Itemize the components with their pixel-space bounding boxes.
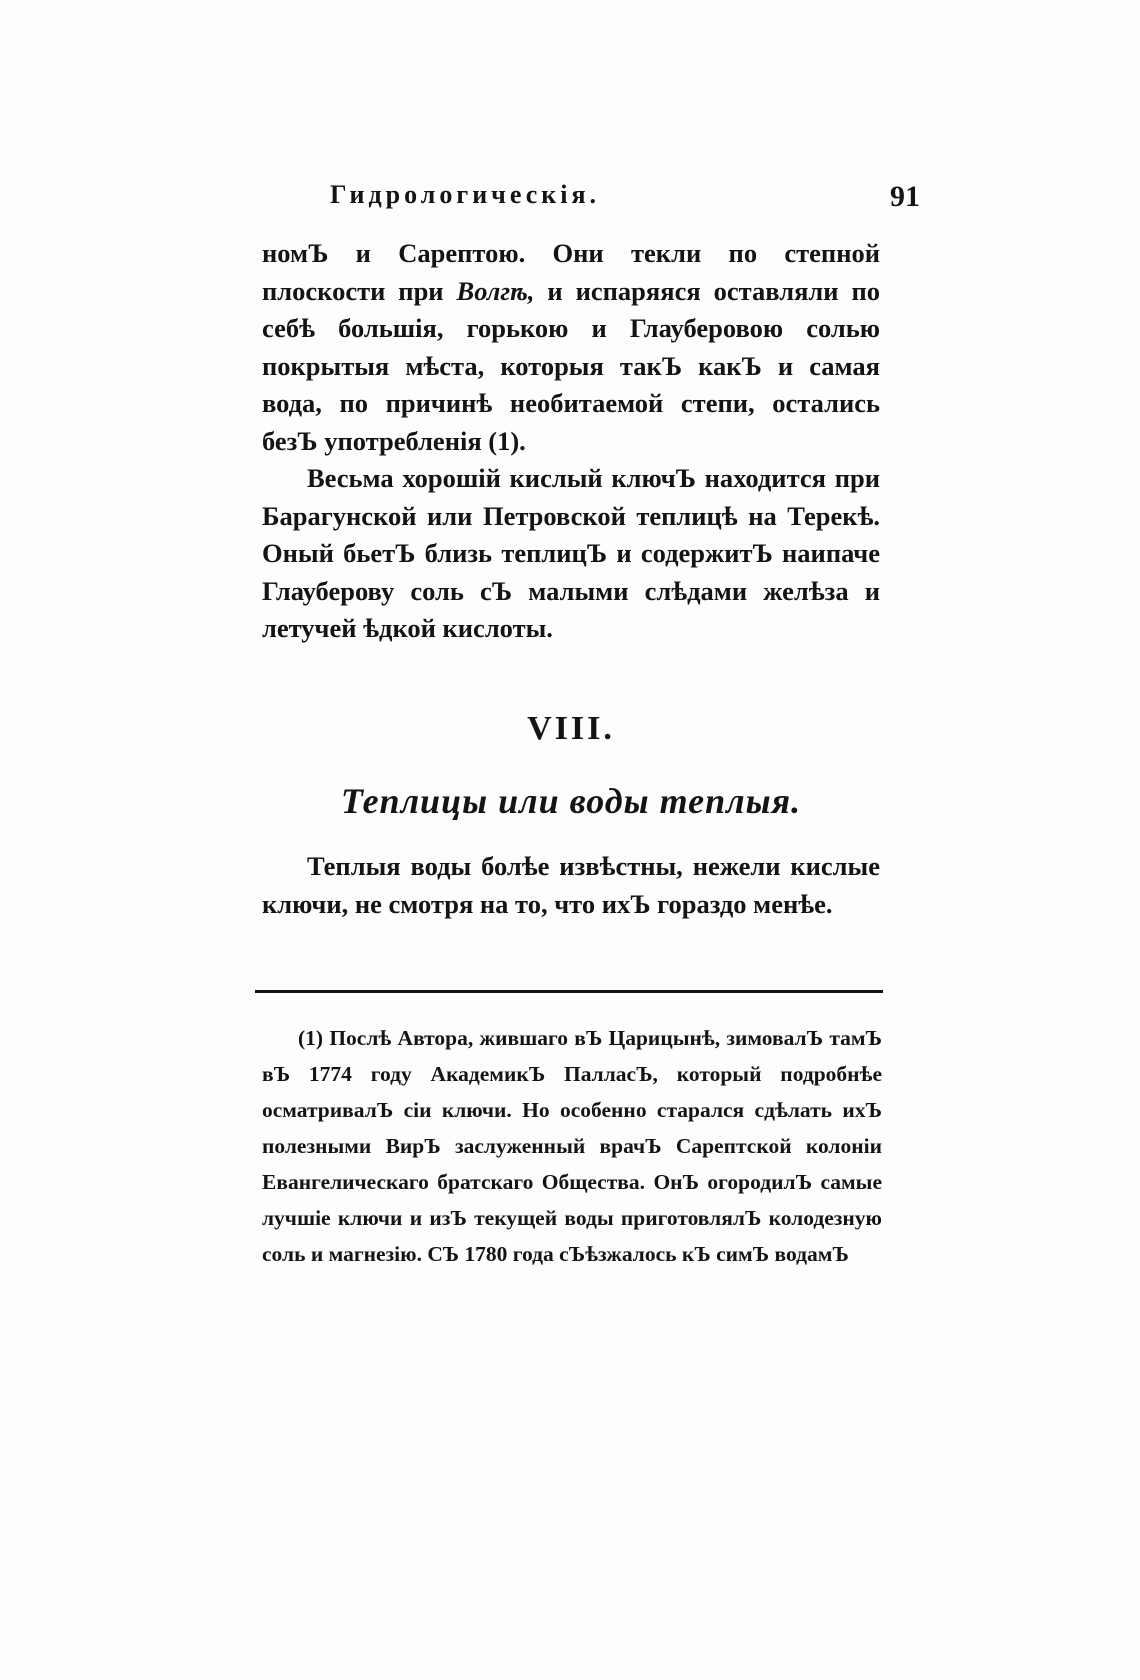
section-title: Теплицы или воды теплыя. [340,781,802,821]
running-head: Гидрологическія. [330,180,601,209]
paragraph-italic-word: Волгѣ, [456,275,535,306]
paragraph-sour-spring-text: Весьма хорошій кислый ключЪ находится при Барагунской или Петровской теплицѣ на Терекѣ. Оный бьетЪ близь теплицЪ и содержитЪ наипаче Глауберову соль сЪ малыми слѣдами желѣза и летучей ѣдкой кислоты. [262,463,880,643]
footnote-divider [255,990,883,993]
footnote [262,1020,882,1272]
paragraph-sour-spring [262,460,880,648]
page-header [300,180,920,220]
paragraph-text-before-italic: номЪ и Сарептою. Они текли по степной плоскости при [262,238,880,306]
paragraph-warm-waters [262,848,880,923]
footnote-text: (1) Послѣ Автора, жившаго вЪ Царицынѣ, зимовалЪ тамЪ вЪ 1774 году АкадемикЪ ПалласЪ, который подробнѣе осматривалЪ сіи ключи. Но особенно старался сдѣлать ихЪ полезными ВирЪ заслуженный врачЪ Сарептской колоніи Евангелическаго братскаго Общества. ОнЪ огородилЪ самые лучшіе ключи и изЪ текущей воды приготовлялЪ колодезную соль и магнезію. СЪ 1780 года сЪѣзжалось кЪ симЪ водамЪ [262,1026,882,1266]
page-number: 91 [890,180,920,213]
paragraph-continued [262,235,880,460]
paragraph-warm-waters-text: Теплыя воды болѣе извѣстны, нежели кислые ключи, не смотря на то, что ихЪ гораздо менѣе. [262,851,880,919]
section-number: VIII. [527,710,615,747]
paragraph-text-after-italic: и испаряяся оставляли по себѣ большія, горькою и Глауберовою солью покрытыя мѣста, которыя такЪ какЪ и самая вода, по причинѣ необитаемой степи, остались безЪ употребленія (1). [262,275,880,456]
